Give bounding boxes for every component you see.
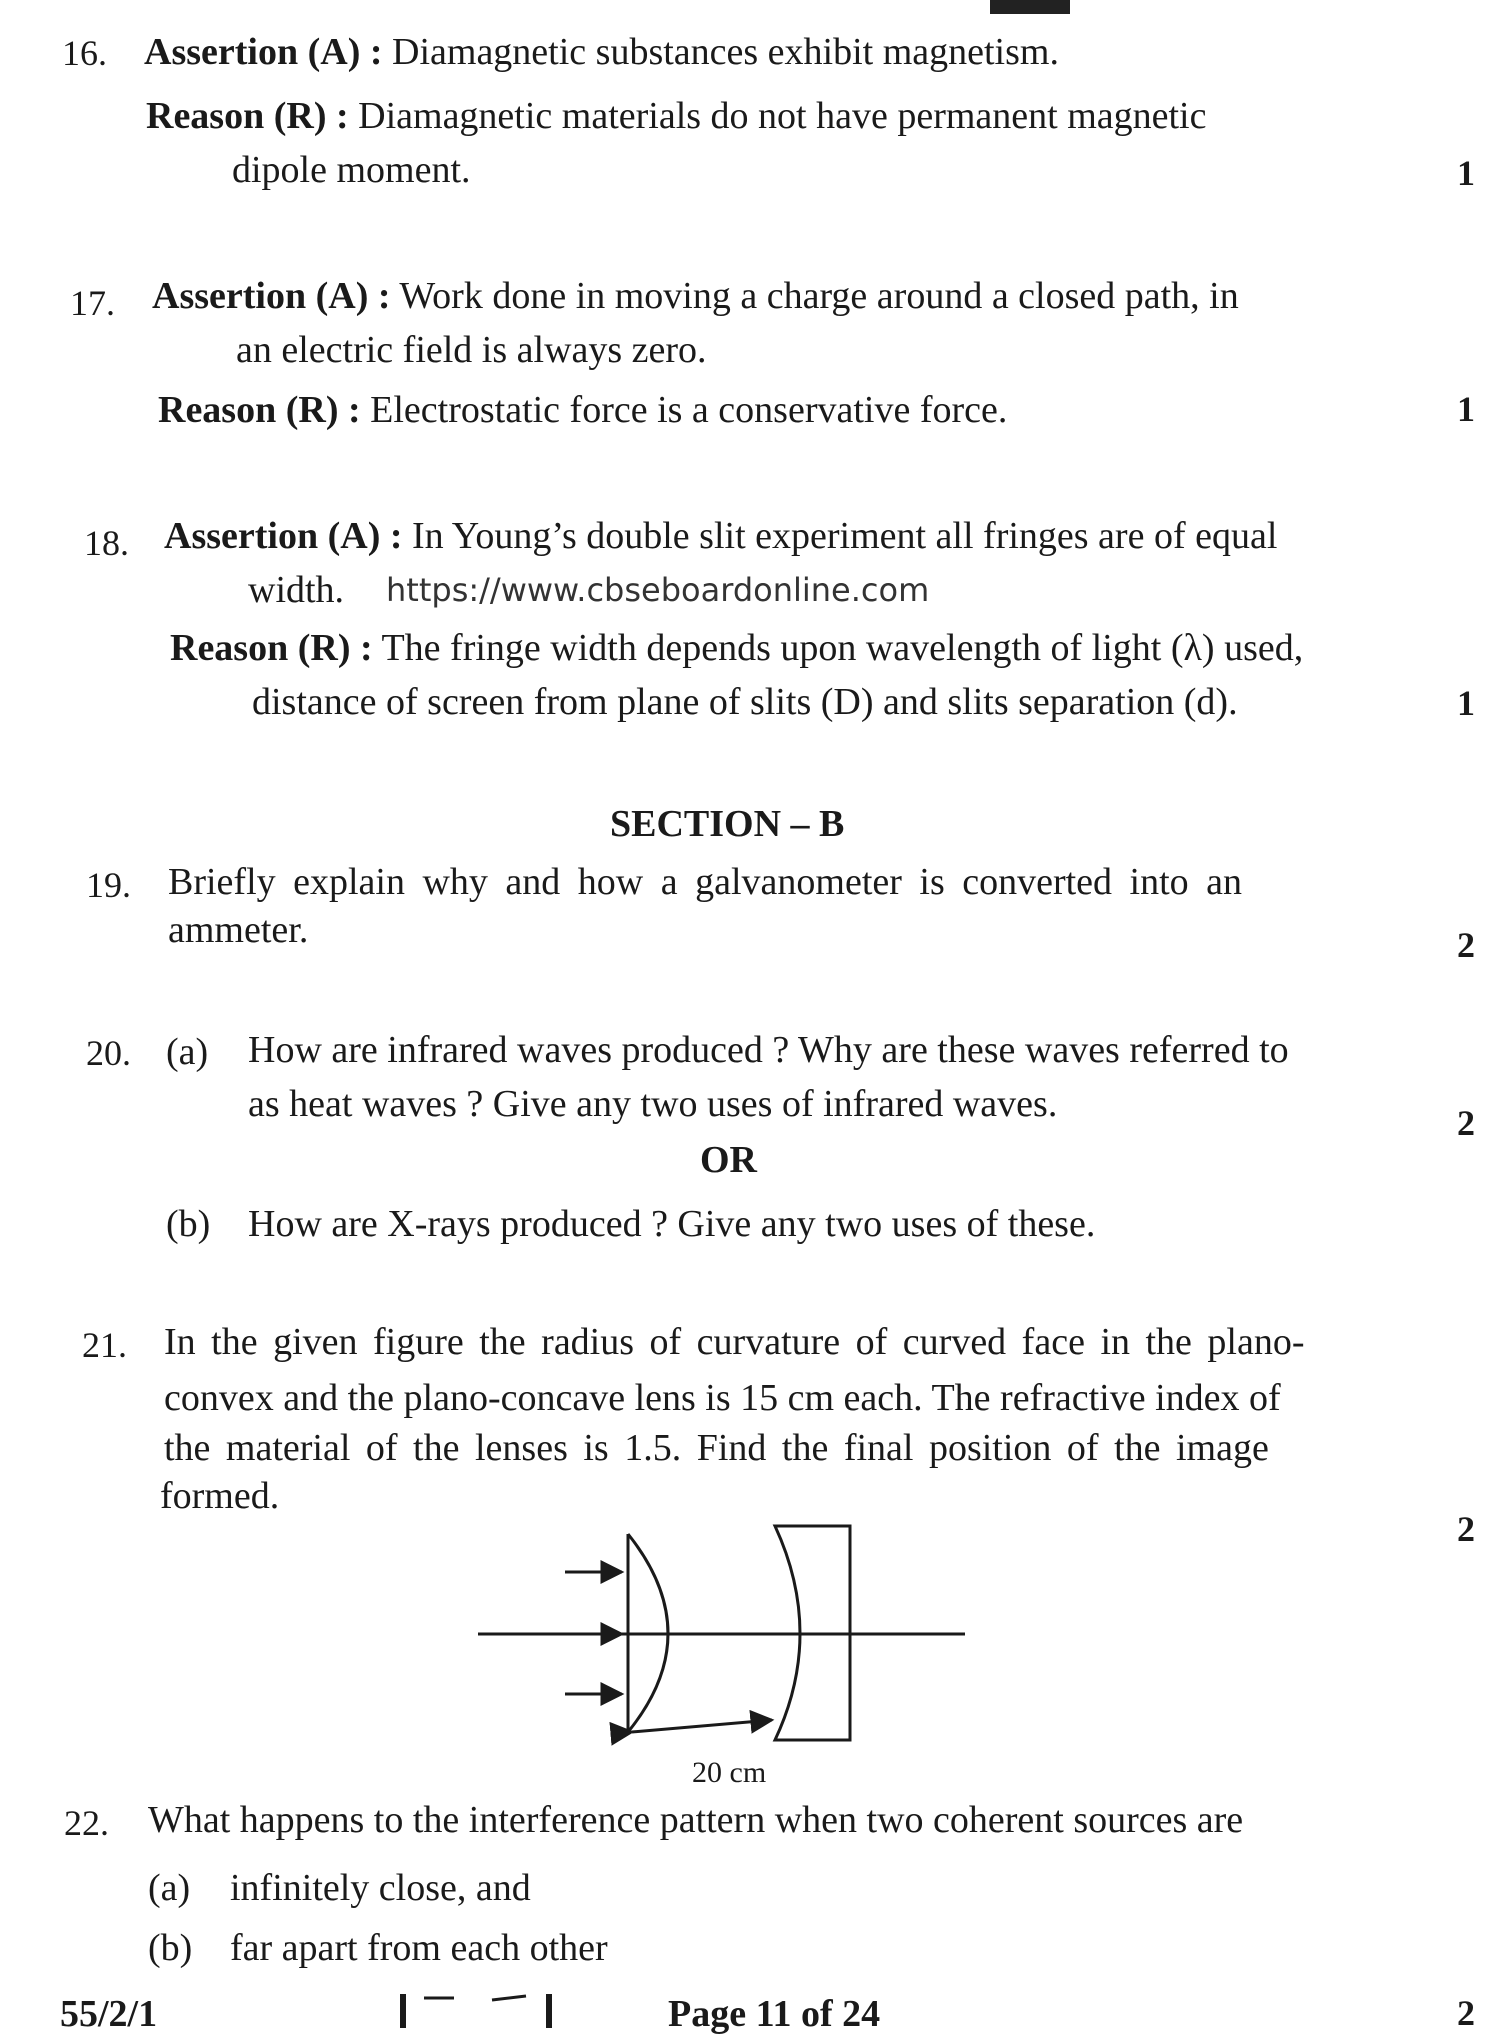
- question-number-16: 16.: [62, 33, 107, 73]
- q22-marks: 2: [1457, 1993, 1475, 2033]
- q20-part-a-text-2: as heat waves ? Give any two uses of infrared waves.: [248, 1083, 1058, 1125]
- q16-reason: [146, 92, 1206, 141]
- question-number-18: 18.: [84, 523, 129, 563]
- q18-assertion-label: Assertion (A) :: [164, 515, 403, 557]
- q20-part-b-text: How are X-rays produced ? Give any two uses of these.: [248, 1203, 1096, 1245]
- q21-text-4: formed.: [160, 1475, 280, 1517]
- q18-reason-text-1: The fringe width depends upon wavelength of light (λ) used,: [381, 627, 1304, 669]
- q16-reason-text-2: dipole moment.: [232, 149, 471, 191]
- q18-assertion: [164, 512, 1277, 561]
- q17-assertion-label: Assertion (A) :: [152, 275, 391, 317]
- q17-assertion-text-1: Work done in moving a charge around a closed path, in: [399, 275, 1239, 317]
- q19-marks: 2: [1457, 925, 1475, 965]
- q17-assertion-text-2: an electric field is always zero.: [236, 329, 707, 371]
- q22-part-b-label: (b): [148, 1927, 193, 1969]
- q22-part-b-text: far apart from each other: [230, 1927, 608, 1969]
- q21-text-2: convex and the plano-concave lens is 15 cm each. The refractive index of: [164, 1377, 1281, 1419]
- barcode-marks: [398, 1990, 558, 2030]
- q20-part-a-text-1: How are infrared waves produced ? Why are these waves referred to: [248, 1029, 1289, 1071]
- q19-text-1: Briefly explain why and how a galvanometer is converted into an: [168, 861, 1243, 903]
- question-number-22: 22.: [64, 1803, 109, 1843]
- q20-marks: 2: [1457, 1103, 1475, 1143]
- q16-reason-label: Reason (R) :: [146, 95, 349, 137]
- q18-assertion-text-2: width.: [248, 569, 345, 611]
- question-number-17: 17.: [70, 283, 115, 323]
- lens-figure: [460, 1510, 980, 1800]
- separation-arrow: [632, 1720, 772, 1732]
- q22-part-a-text: infinitely close, and: [230, 1867, 531, 1909]
- q18-marks: 1: [1457, 683, 1475, 723]
- q17-marks: 1: [1457, 389, 1475, 429]
- q22-text: What happens to the interference pattern when two coherent sources are: [148, 1799, 1244, 1841]
- question-number-21: 21.: [82, 1325, 127, 1365]
- q16-assertion-label: Assertion (A) :: [144, 31, 383, 73]
- q21-marks: 2: [1457, 1509, 1475, 1549]
- q21-text-1: In the given figure the radius of curvature of curved face in the plano-: [164, 1321, 1305, 1363]
- separation-label: 20 cm: [692, 1756, 767, 1789]
- q19-text-2: ammeter.: [168, 909, 309, 951]
- q18-reason: [170, 624, 1303, 673]
- q17-reason: [158, 386, 1007, 435]
- question-number-19: 19.: [86, 865, 131, 905]
- q20-or: OR: [700, 1139, 757, 1181]
- q17-reason-label: Reason (R) :: [158, 389, 361, 431]
- q20-part-a-label: (a): [166, 1031, 209, 1073]
- qr-code-fragment: [990, 0, 1070, 14]
- q22-part-a-label: (a): [148, 1867, 191, 1909]
- q16-reason-text-1: Diamagnetic materials do not have permanent magnetic: [358, 95, 1207, 137]
- q17-reason-text: Electrostatic force is a conservative force.: [370, 389, 1008, 431]
- q18-reason-label: Reason (R) :: [170, 627, 373, 669]
- q17-assertion: [152, 272, 1239, 321]
- section-b-heading: SECTION – B: [610, 803, 845, 845]
- paper-code: 55/2/1: [60, 1993, 158, 2035]
- q16-assertion-text: Diamagnetic substances exhibit magnetism.: [392, 31, 1059, 73]
- question-number-20: 20.: [86, 1033, 131, 1073]
- watermark-url: https://www.cbseboardonline.com: [386, 571, 930, 609]
- q20-part-b-label: (b): [166, 1203, 211, 1245]
- page-number: Page 11 of 24: [668, 1993, 881, 2035]
- q21-text-3: the material of the lenses is 1.5. Find the final position of the image: [164, 1427, 1269, 1469]
- q16-assertion: [144, 28, 1059, 77]
- q18-assertion-text-1: In Young’s double slit experiment all fringes are of equal: [412, 515, 1278, 557]
- q18-reason-text-2: distance of screen from plane of slits (D) and slits separation (d).: [252, 681, 1238, 723]
- q16-marks: 1: [1457, 153, 1475, 193]
